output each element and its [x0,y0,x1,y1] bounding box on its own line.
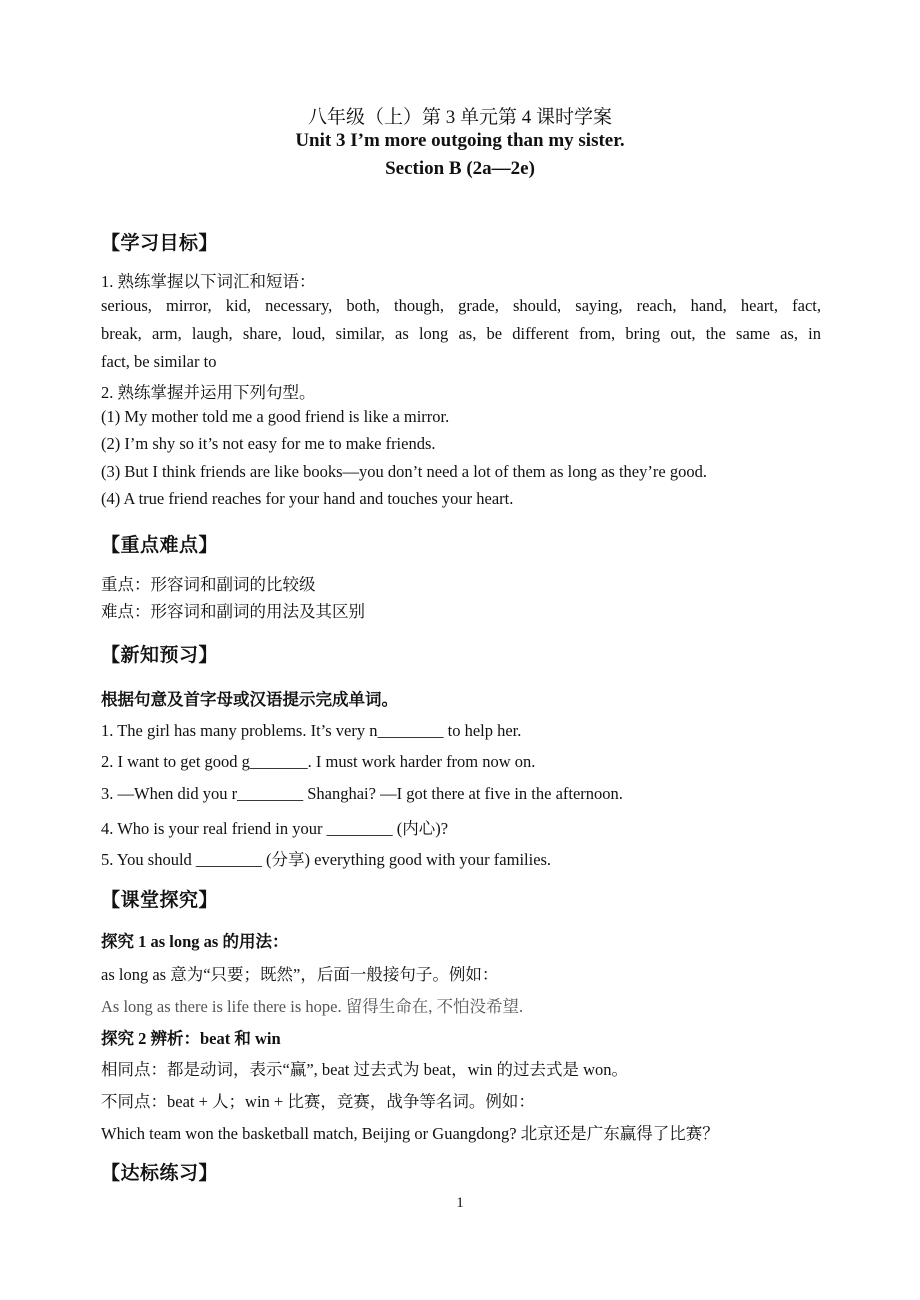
objectives-heading: 【学习目标】 [101,232,219,254]
vocab-line-2: break, arm, laugh, share, loud, similar, as long as, be different from, bring out, the same as, in [101,324,821,343]
sentence-3: (3) But I think friends are like books—you don’t need a lot of them as long as they’re good. [101,462,707,481]
doc-title-chinese: 八年级（上）第 3 单元第 4 课时学案 [307,107,612,128]
key-points-heading: 【重点难点】 [101,534,219,556]
explore-2-title: 探究 2 辨析：beat 和 win [101,1029,281,1048]
objective-2: 2. 熟练掌握并运用下列句型。 [101,383,316,402]
vocab-line-1: serious, mirror, kid, necessary, both, though, grade, should, saying, reach, hand, heart, fact, [101,296,821,315]
explore-1-example: As long as there is life there is hope. 留得生命在, 不怕没希望. [101,997,524,1016]
vocab-line-3: fact, be similar to [101,352,217,371]
preview-item-1: 1. The girl has many problems. It’s very n________ to help her. [101,721,522,740]
sentence-2: (2) I’m shy so it’s not easy for me to make friends. [101,434,436,453]
sentence-4: (4) A true friend reaches for your hand and touches your heart. [101,489,514,508]
explore-heading: 【课堂探究】 [101,889,219,911]
sentence-1: (1) My mother told me a good friend is like a mirror. [101,407,450,426]
explore-2-example: Which team won the basketball match, Beijing or Guangdong? 北京还是广东赢得了比赛？ [101,1124,719,1143]
preview-heading: 【新知预习】 [101,644,219,666]
preview-item-2: 2. I want to get good g_______. I must work harder from now on. [101,752,536,771]
doc-title-section: Section B (2a—2e) [385,158,535,179]
explore-2-similarity: 相同点：都是动词，表示“赢”, beat 过去式为 beat，win 的过去式是 won。 [101,1060,629,1079]
preview-item-3: 3. —When did you r________ Shanghai? —I got there at five in the afternoon. [101,784,623,803]
preview-item-5: 5. You should ________ (分享) everything good with your families. [101,850,552,869]
doc-title-unit: Unit 3 I’m more outgoing than my sister. [295,130,625,151]
preview-item-4: 4. Who is your real friend in your ________ (内心)? [101,819,449,838]
focus-point: 重点：形容词和副词的比较级 [101,575,316,594]
difficulty-point: 难点：形容词和副词的用法及其区别 [101,602,365,621]
explore-2-difference: 不同点：beat + 人；win + 比赛，竞赛，战争等名词。例如： [101,1092,535,1111]
page-number: 1 [456,1195,464,1211]
objective-1: 1. 熟练掌握以下词汇和短语： [101,272,316,291]
practice-heading: 【达标练习】 [101,1162,219,1184]
explore-1-meaning: as long as 意为“只要；既然”，后面一般接句子。例如： [101,965,499,984]
explore-1-title: 探究 1 as long as 的用法： [101,932,289,951]
preview-instruction: 根据句意及首字母或汉语提示完成单词。 [101,690,398,709]
